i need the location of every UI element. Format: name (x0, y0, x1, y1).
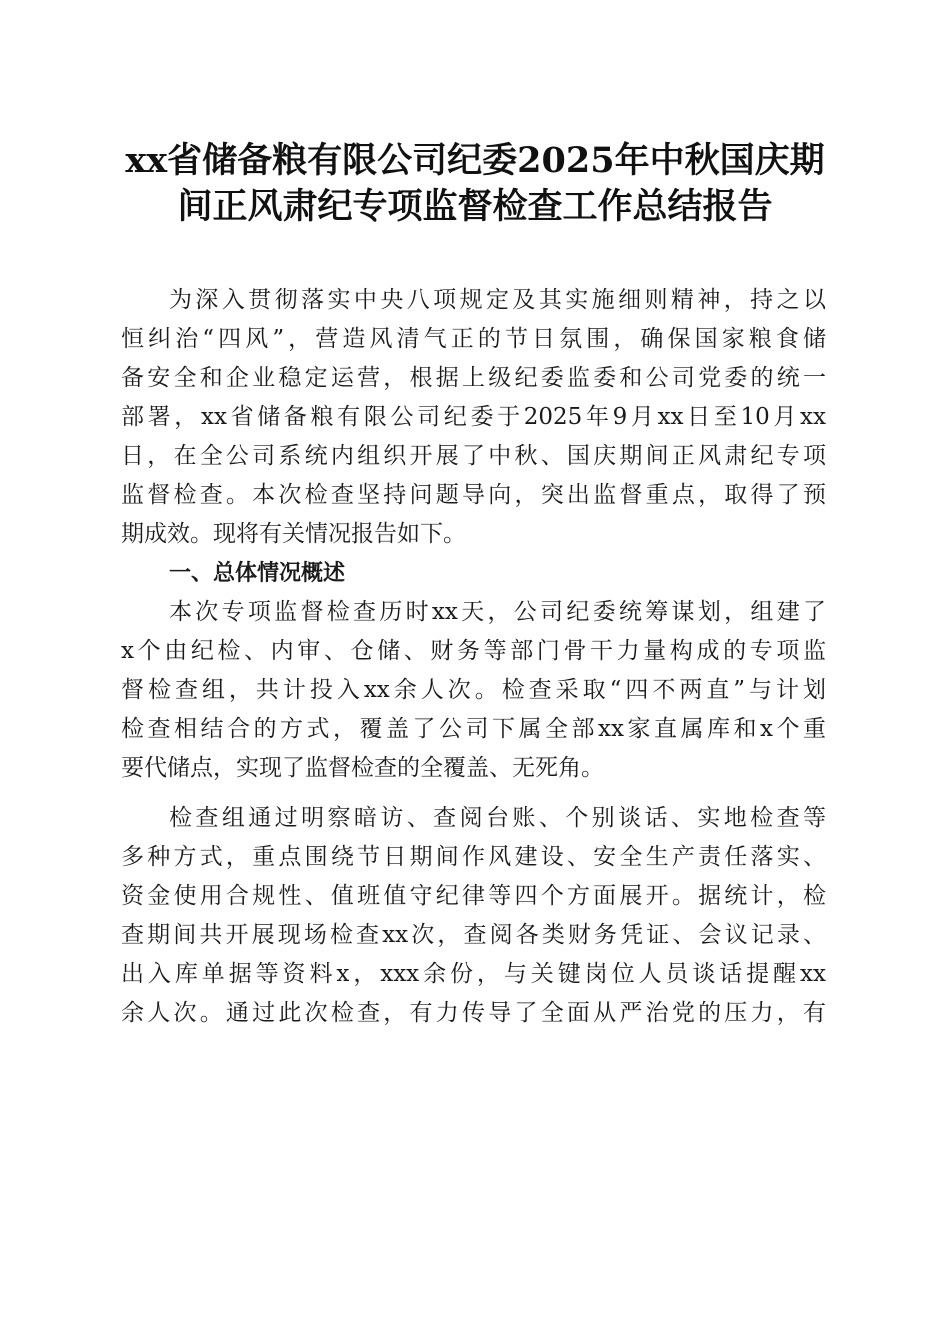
title-line-1: xx省储备粮有限公司纪委2025年中秋国庆期 (125, 140, 825, 181)
paragraph-spacer (121, 788, 826, 799)
title-line-2: 间正风肃纪专项监督检查工作总结报告 (177, 186, 773, 227)
text-line: 多种方式，重点围绕节日期间作风建设、安全生产责任落实、 (121, 844, 826, 870)
section-heading-overview (121, 554, 826, 593)
document-body (121, 281, 826, 1033)
text-line: 日，在全公司系统内组织开展了中秋、国庆期间正风肃纪专项 (121, 443, 826, 469)
text-line: 检查组通过明察暗访、查阅台账、个别谈话、实地检查等 (169, 805, 826, 831)
text-line: 督检查组，共计投入xx余人次。检查采取“四不两直”与计划 (121, 677, 826, 703)
text-line: 本次专项监督检查历时xx天，公司纪委统筹谋划，组建了 (169, 599, 826, 625)
paragraph-methods (121, 799, 826, 1033)
text-line: 监督检查。本次检查坚持问题导向，突出监督重点，取得了预 (121, 482, 826, 508)
text-line: 期成效。现将有关情况报告如下。 (121, 521, 466, 547)
text-line: 出入库单据等资料x，xxx余份，与关键岗位人员谈话提醒xx (121, 961, 826, 987)
text-line: 恒纠治“四风”，营造风清气正的节日氛围，确保国家粮食储 (121, 326, 826, 352)
section-heading: 一、总体情况概述 (169, 561, 346, 586)
text-line: 备安全和企业稳定运营，根据上级纪委监委和公司党委的统一 (121, 365, 826, 391)
text-line: 检查相结合的方式，覆盖了公司下属全部xx家直属库和x个重 (121, 716, 826, 742)
text-line: 余人次。通过此次检查，有力传导了全面从严治党的压力，有 (121, 1000, 826, 1026)
paragraph-overview (121, 593, 826, 788)
text-line: 资金使用合规性、值班值守纪律等四个方面展开。据统计，检 (121, 883, 826, 909)
text-line: 要代储点，实现了监督检查的全覆盖、无死角。 (121, 755, 604, 781)
text-line: x个由纪检、内审、仓储、财务等部门骨干力量构成的专项监 (121, 638, 826, 664)
paragraph-intro (121, 281, 826, 554)
text-line: 为深入贯彻落实中央八项规定及其实施细则精神，持之以 (169, 287, 826, 313)
text-line: 部署，xx省储备粮有限公司纪委于2025年9月xx日至10月xx (121, 404, 826, 430)
document-title (100, 138, 850, 230)
text-line: 查期间共开展现场检查xx次，查阅各类财务凭证、会议记录、 (121, 922, 826, 948)
